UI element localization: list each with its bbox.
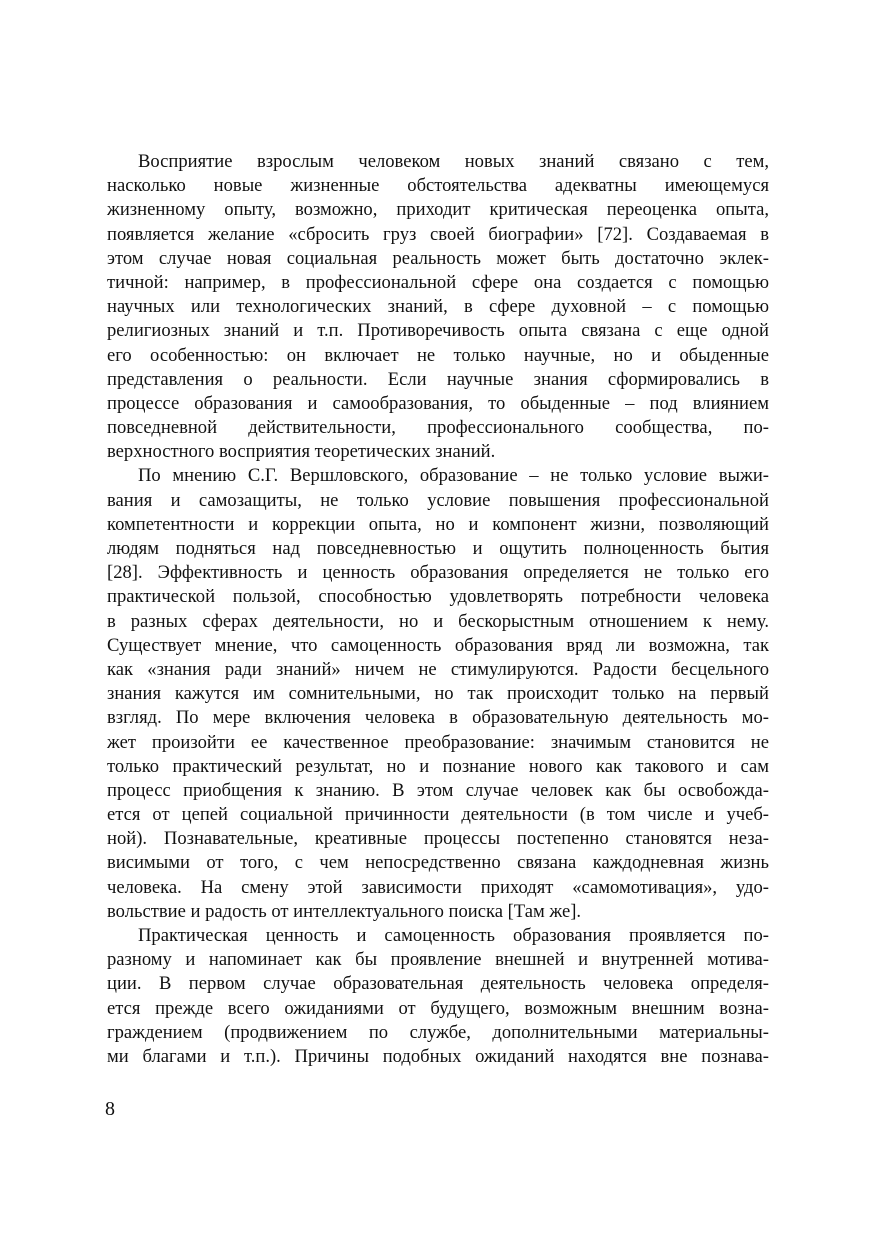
text-line: компетентности и коррекции опыта, но и компонент жизни, позволяющий — [107, 513, 769, 535]
text-line: вания и самозащиты, не только условие повышения профессиональной — [107, 489, 769, 511]
text-line: процесс приобщения к знанию. В этом случае человек как бы освобожда- — [107, 779, 769, 801]
text-line: процессе образования и самообразования, то обыденные – под влиянием — [107, 392, 769, 414]
page-text — [107, 150, 769, 1069]
paragraph-2 — [107, 464, 769, 924]
text-line: ции. В первом случае образовательная деятельность человека определя- — [107, 973, 769, 995]
text-line: появляется желание «сбросить груз своей биографии» [72]. Создаваемая в — [107, 223, 769, 245]
text-line: ной). Познавательные, креативные процессы постепенно становятся неза- — [107, 828, 769, 850]
text-line: только практический результат, но и познание нового как такового и сам — [107, 755, 769, 777]
text-line: практической пользой, способностью удовлетворять потребности человека — [107, 586, 769, 608]
paragraph-3 — [107, 924, 769, 1069]
paragraph-1 — [107, 150, 769, 464]
text-line: людям подняться над повседневностью и ощутить полноценность бытия — [107, 538, 769, 559]
text-line: жет произойти ее качественное преобразование: значимым становится не — [107, 731, 769, 753]
text-line: тичной: например, в профессиональной сфере она создается с помощью — [107, 271, 769, 293]
text-line: разному и напоминает как бы проявление внешней и внутренней мотива- — [107, 949, 769, 971]
text-line: в разных сферах деятельности, но и бескорыстным отношением к нему. — [107, 610, 769, 632]
text-line: ется от цепей социальной причинности деятельности (в том числе и учеб- — [107, 804, 769, 826]
text-line: человека. На смену этой зависимости приходят «самомотивация», удо- — [107, 876, 769, 898]
text-line: [28]. Эффективность и ценность образования определяется не только его — [107, 562, 769, 584]
text-line: ется прежде всего ожиданиями от будущего, возможным внешним возна- — [107, 997, 769, 1019]
text-line: насколько новые жизненные обстоятельства адекватны имеющемуся — [107, 175, 769, 197]
text-line: вольствие и радость от интеллектуального поиска [Там же]. — [107, 900, 582, 922]
text-line: висимыми от того, с чем непосредственно связана каждодневная жизнь — [107, 852, 769, 874]
text-line: повседневной действительности, профессионального сообщества, по- — [107, 417, 769, 439]
text-line: научных или технологических знаний, в сфере духовной – с помощью — [107, 296, 769, 318]
text-line: жизненному опыту, возможно, приходит критическая переоценка опыта, — [107, 199, 769, 221]
page-number: 8 — [105, 1098, 115, 1120]
text-line: как «знания ради знаний» ничем не стимулируются. Радости бесцельного — [107, 658, 769, 680]
text-line: По мнению С.Г. Вершловского, образование – не только условие выжи- — [138, 465, 769, 487]
text-line: представления о реальности. Если научные знания сформировались в — [107, 368, 769, 390]
text-line: ми благами и т.п.). Причины подобных ожиданий находятся вне познава- — [107, 1045, 769, 1067]
text-line: его особенностью: он включает не только научные, но и обыденные — [107, 344, 769, 366]
text-line: Существует мнение, что самоценность образования вряд ли возможна, так — [107, 634, 769, 656]
text-line: граждением (продвижением по службе, дополнительными материальны- — [107, 1021, 769, 1043]
text-line: знания кажутся им сомнительными, но так происходит только на первый — [107, 683, 769, 705]
text-line: этом случае новая социальная реальность может быть достаточно эклек- — [107, 247, 769, 269]
text-line: взгляд. По мере включения человека в образовательную деятельность мо- — [107, 707, 769, 729]
text-line: религиозных знаний и т.п. Противоречивость опыта связана с еще одной — [107, 320, 769, 342]
text-line: верхностного восприятия теоретических знаний. — [107, 441, 496, 463]
text-line: Практическая ценность и самоценность образования проявляется по- — [138, 925, 769, 946]
text-line: Восприятие взрослым человеком новых знаний связано с тем, — [138, 151, 769, 172]
